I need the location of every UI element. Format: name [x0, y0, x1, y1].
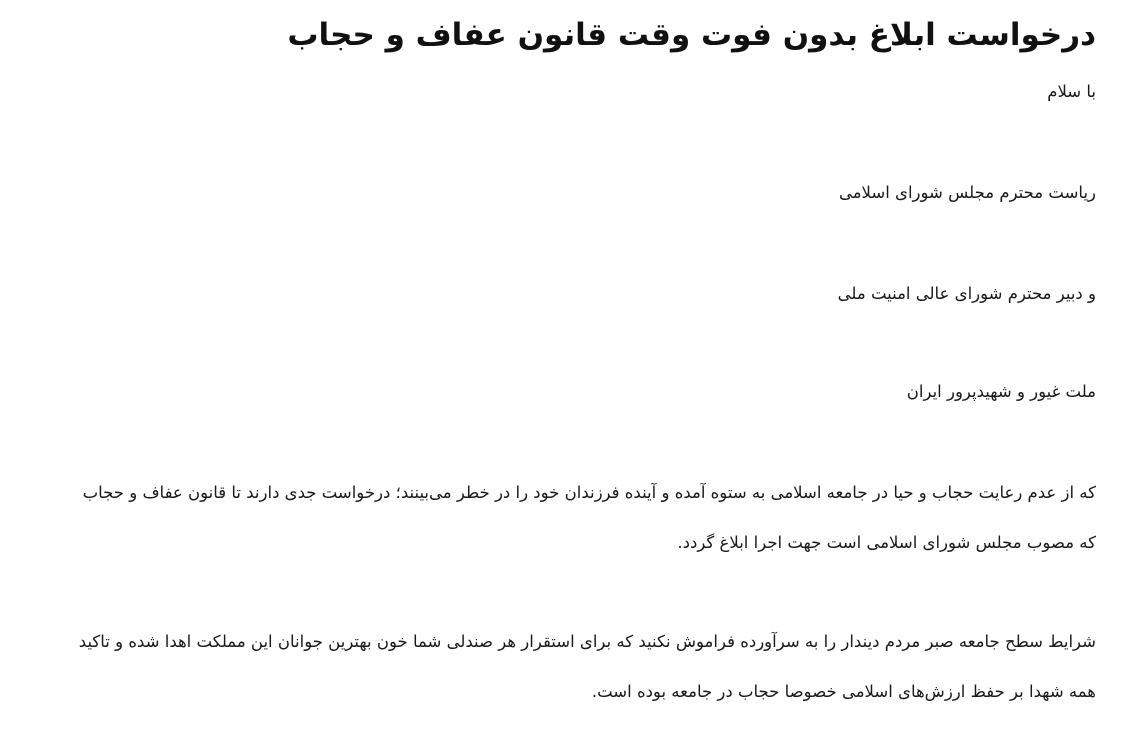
body-paragraph-2-line-1: شرایط سطح جامعه صبر مردم دیندار را به سرآورده فراموش نکنید که برای استقرار هر صندلی شما خون بهترین جوانان این مملکت اهدا شده و تاکید: [78, 632, 1096, 651]
addressee-parliament-line: ریاست محترم مجلس شورای اسلامی: [838, 183, 1096, 202]
greeting-line: با سلام: [1047, 82, 1096, 101]
body-paragraph-1-line-2: که مصوب مجلس شورای اسلامی است جهت اجرا ابلاغ گردد.: [677, 533, 1096, 552]
body-paragraph-1-line-1: که از عدم رعایت حجاب و حیا در جامعه اسلامی به ستوه آمده و آینده فرزندان خود را در خطر می‌بینند؛ درخواست جدی دارند تا قانون عفاف و حجاب: [82, 483, 1096, 502]
page-title: درخواست ابلاغ بدون فوت وقت قانون عفاف و حجاب: [287, 17, 1096, 53]
addressee-security-council-line: و دبیر محترم شورای عالی امنیت ملی: [837, 284, 1096, 303]
nation-line: ملت غیور و شهیدپرور ایران: [906, 382, 1096, 401]
body-paragraph-2-line-2: همه شهدا بر حفظ ارزش‌های اسلامی خصوصا حجاب در جامعه بوده است.: [591, 682, 1096, 701]
